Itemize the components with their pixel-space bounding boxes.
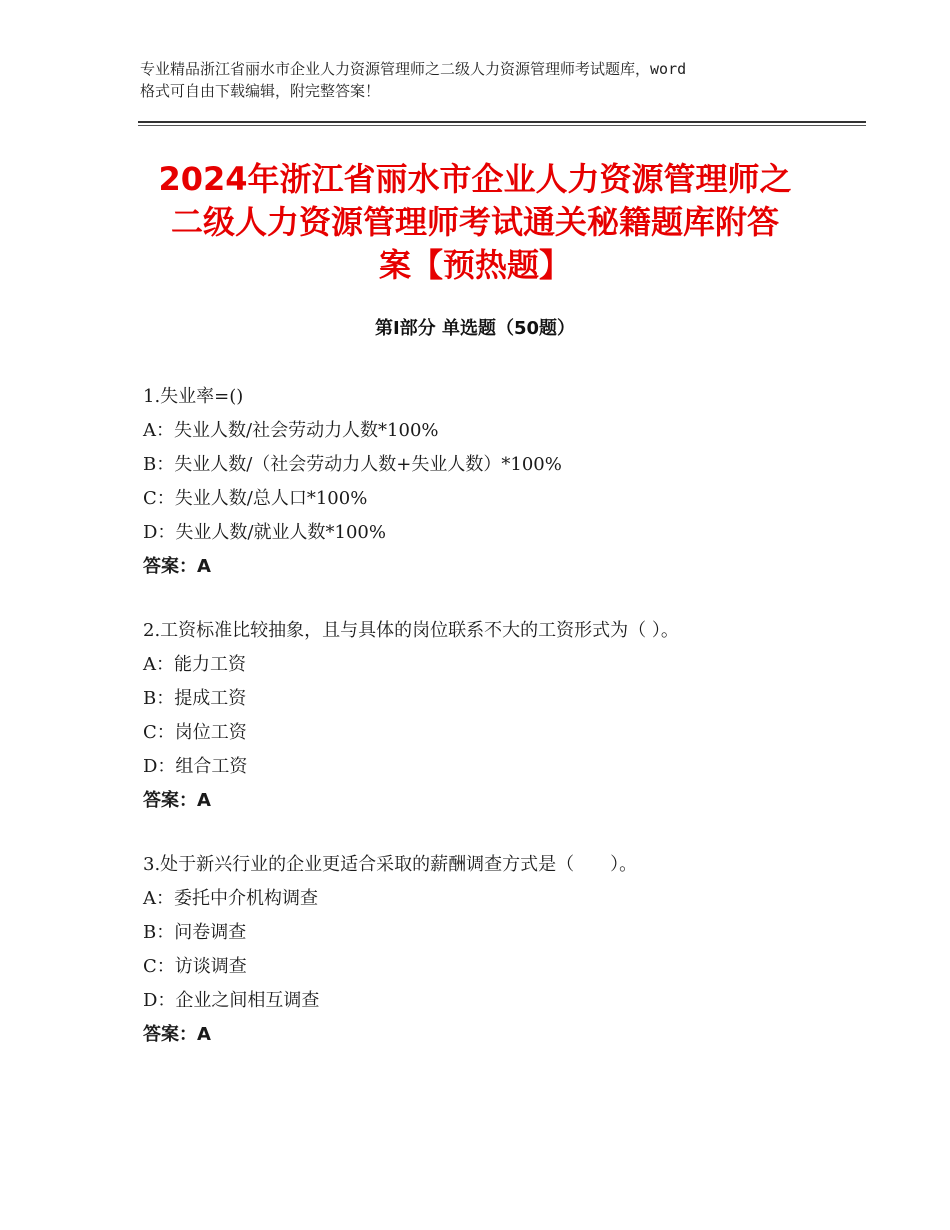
option-b: B：提成工资 [143, 688, 247, 709]
question-stem: 3.处于新兴行业的企业更适合采取的薪酬调查方式是（ ）。 [143, 854, 638, 875]
answer: 答案：A [143, 790, 211, 811]
header-note-line-2: 格式可自由下载编辑，附完整答案！ [140, 82, 381, 100]
option-d: D：组合工资 [143, 756, 248, 777]
header-note [140, 58, 820, 102]
document-title [130, 158, 820, 287]
document-title-line-3: 案【预热题】 [378, 246, 571, 284]
header-divider-thick [138, 121, 866, 123]
header-note-line-1: 专业精品浙江省丽水市企业人力资源管理师之二级人力资源管理师考试题库，word [140, 60, 687, 78]
option-c: C：失业人数/总人口*100% [143, 488, 368, 509]
question-2 [143, 614, 863, 818]
option-d: D：企业之间相互调查 [143, 990, 320, 1011]
header-divider-thin [138, 125, 866, 126]
option-d: D：失业人数/就业人数*100% [143, 522, 386, 543]
option-b: B：失业人数/（社会劳动力人数+失业人数）*100% [143, 454, 562, 475]
option-c: C：岗位工资 [143, 722, 247, 743]
answer: 答案：A [143, 556, 211, 577]
section-heading: 第Ⅰ部分 单选题（50题） [374, 318, 575, 339]
option-a: A：委托中介机构调查 [143, 888, 318, 909]
question-list [143, 380, 863, 1082]
option-b: B：问卷调查 [143, 922, 247, 943]
option-a: A：失业人数/社会劳动力人数*100% [143, 420, 439, 441]
document-title-line-1: 2024年浙江省丽水市企业人力资源管理师之 [158, 160, 792, 198]
document-title-line-2: 二级人力资源管理师考试通关秘籍题库附答 [170, 203, 779, 241]
answer: 答案：A [143, 1024, 211, 1045]
question-stem: 2.工资标准比较抽象，且与具体的岗位联系不大的工资形式为（ ）。 [143, 620, 679, 641]
question-1 [143, 380, 863, 584]
option-a: A：能力工资 [143, 654, 246, 675]
question-stem: 1.失业率=() [143, 386, 244, 407]
question-3 [143, 848, 863, 1052]
option-c: C：访谈调查 [143, 956, 247, 977]
